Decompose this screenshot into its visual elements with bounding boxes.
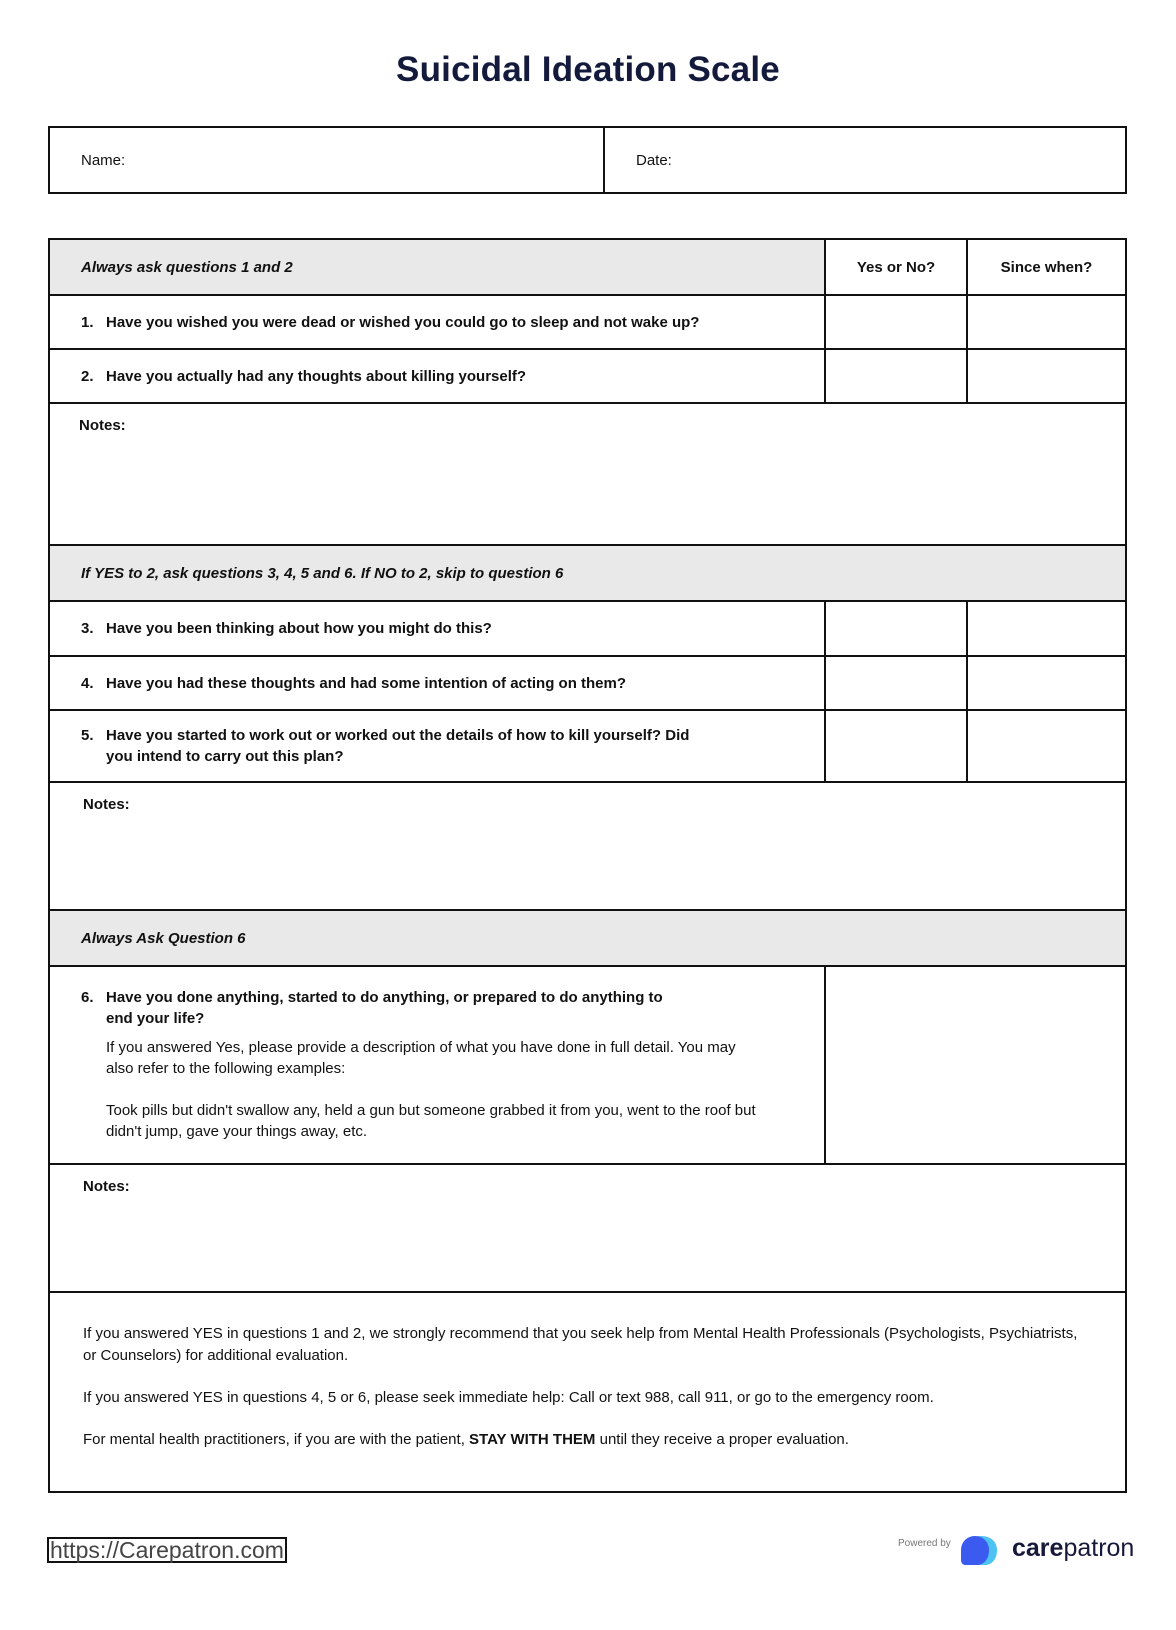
notes-row-1[interactable] xyxy=(50,404,1125,546)
name-label: Name: xyxy=(81,151,126,169)
section-1-header-row xyxy=(50,240,1125,296)
notes-row-2[interactable] xyxy=(50,783,1125,911)
question-label: Have you actually had any thoughts about killing yourself? xyxy=(106,367,527,385)
question-detail-examples: Took pills but didn't swallow any, held a gun but someone grabbed it from you, went to the roof but didn't jump, gave your things away, etc. xyxy=(106,1102,756,1140)
section-2-heading: If YES to 2, ask questions 3, 4, 5 and 6. If NO to 2, skip to question 6 xyxy=(81,564,564,582)
question-6-answer-cell[interactable] xyxy=(826,967,1125,1163)
question-cell xyxy=(50,296,826,348)
question-label: Have you wished you were dead or wished you could go to sleep and not wake up? xyxy=(106,313,700,331)
yes-no-answer-cell[interactable] xyxy=(826,296,968,348)
yes-no-answer-cell[interactable] xyxy=(826,711,968,781)
section-3-heading: Always Ask Question 6 xyxy=(81,929,246,947)
question-text xyxy=(50,366,526,387)
section-3-header-row xyxy=(50,911,1125,967)
since-when-answer-cell[interactable] xyxy=(968,350,1125,402)
question-text xyxy=(50,618,492,639)
question-row-3 xyxy=(50,602,1125,657)
guidance-row xyxy=(50,1293,1125,1491)
since-when-answer-cell[interactable] xyxy=(968,657,1125,709)
yes-no-answer-cell[interactable] xyxy=(826,602,968,655)
guidance-text xyxy=(50,1293,1125,1491)
question-cell xyxy=(50,602,826,655)
question-number: 6. xyxy=(81,989,94,1006)
notes-row-3[interactable] xyxy=(50,1165,1125,1293)
question-cell xyxy=(50,967,826,1163)
question-text xyxy=(50,312,699,333)
section-1-heading: Always ask questions 1 and 2 xyxy=(81,258,293,276)
question-text xyxy=(50,967,766,1142)
question-text xyxy=(50,673,626,694)
carepatron-url-link[interactable]: https://Carepatron.com xyxy=(47,1537,287,1563)
date-label: Date: xyxy=(636,151,672,169)
brand-regular-part: patron xyxy=(1063,1534,1135,1562)
question-row-2 xyxy=(50,350,1125,404)
question-detail-instructions: If you answered Yes, please provide a description of what you have done in full detail. You may also refer to the following examples: xyxy=(106,1039,736,1077)
question-label-continued: you intend to carry out this plan? xyxy=(106,748,344,765)
yes-no-header-label: Yes or No? xyxy=(856,258,936,276)
since-when-answer-cell[interactable] xyxy=(968,602,1125,655)
brand-bold-part: care xyxy=(1012,1534,1064,1562)
question-cell xyxy=(50,657,826,709)
guidance-p3-prefix: For mental health practitioners, if you are with the patient, xyxy=(83,1431,470,1448)
question-label: Have you had these thoughts and had some intention of acting on them? xyxy=(106,674,627,692)
name-field[interactable] xyxy=(50,128,605,192)
notes-label: Notes: xyxy=(83,796,130,813)
yes-no-column-header xyxy=(826,240,968,294)
section-1-heading-cell xyxy=(50,240,826,294)
question-row-4 xyxy=(50,657,1125,711)
powered-by-label: Powered by xyxy=(898,1538,951,1549)
notes-label: Notes: xyxy=(83,1178,130,1195)
date-field[interactable] xyxy=(605,128,1125,192)
question-cell xyxy=(50,711,826,781)
carepatron-logo-icon xyxy=(961,1534,1011,1566)
question-cell xyxy=(50,350,826,402)
since-when-column-header xyxy=(968,240,1125,294)
guidance-paragraph-3 xyxy=(83,1429,1085,1451)
question-number: 3. xyxy=(81,620,94,637)
yes-no-answer-cell[interactable] xyxy=(826,350,968,402)
question-row-5 xyxy=(50,711,1125,783)
since-when-answer-cell[interactable] xyxy=(968,296,1125,348)
question-row-1 xyxy=(50,296,1125,350)
carepatron-brand-wordmark xyxy=(1012,1534,1134,1563)
guidance-p3-suffix: until they receive a proper evaluation. xyxy=(595,1431,849,1448)
question-label: Have you started to work out or worked out the details of how to kill yourself? Did xyxy=(106,727,690,744)
question-number: 2. xyxy=(81,367,94,385)
section-2-header-row xyxy=(50,546,1125,602)
question-number: 4. xyxy=(81,674,94,692)
question-label: Have you been thinking about how you might do this? xyxy=(106,620,492,637)
question-label-continued: end your life? xyxy=(106,1010,205,1027)
since-when-header-label: Since when? xyxy=(1000,258,1093,276)
assessment-table xyxy=(48,238,1127,1493)
notes-label: Notes: xyxy=(79,417,126,434)
guidance-p3-emphasis: STAY WITH THEM xyxy=(469,1431,596,1448)
question-number: 5. xyxy=(81,727,94,744)
question-row-6 xyxy=(50,967,1125,1165)
guidance-paragraph-2: If you answered YES in questions 4, 5 or 6, please seek immediate help: Call or text 988, call 911, or go to the emergency room. xyxy=(83,1389,934,1406)
since-when-answer-cell[interactable] xyxy=(968,711,1125,781)
question-label: Have you done anything, started to do anything, or prepared to do anything to xyxy=(106,989,663,1006)
name-date-box xyxy=(48,126,1127,194)
yes-no-answer-cell[interactable] xyxy=(826,657,968,709)
guidance-paragraph-1: If you answered YES in questions 1 and 2, we strongly recommend that you seek help from Mental Health Professionals (Psychologists, Psychiatrists, or Counselors) for additional evaluation. xyxy=(83,1325,1078,1364)
question-text xyxy=(50,725,689,767)
page-title: Suicidal Ideation Scale xyxy=(396,50,780,89)
question-number: 1. xyxy=(81,313,94,331)
